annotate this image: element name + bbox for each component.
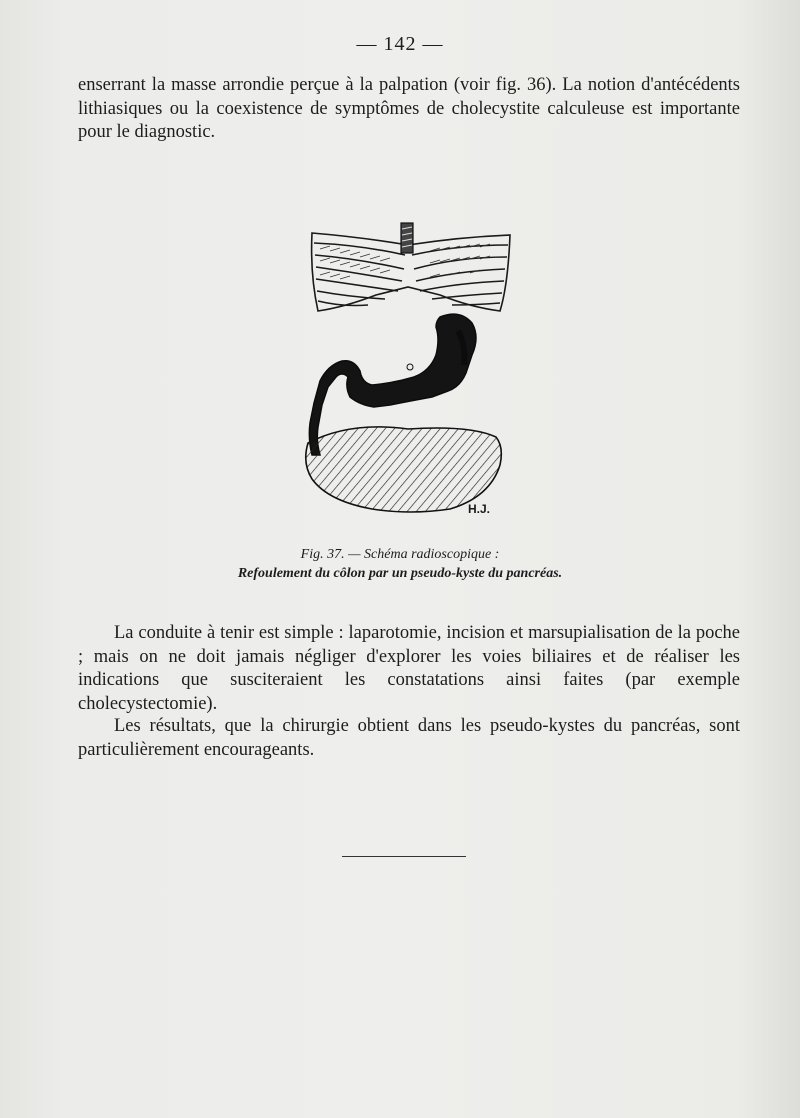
gas-bubble-mark [407, 364, 413, 370]
figure-radioscopic-schema [290, 215, 530, 535]
caption-line-2: Refoulement du côlon par un pseudo-kyste du pancréas. [237, 566, 563, 581]
page-number: — 142 — [356, 33, 444, 55]
paragraph-treatment: La conduite à tenir est simple : laparotomie, incision et marsupialisation de la poche ; mais on ne doit jamais négliger d'explorer les voies biliaires et de réaliser les indications que susciteraient les constatations ainsi faites (par exemple cholecystectomie). [78, 623, 740, 714]
paragraph-results: Les résultats, que la chirurgie obtient dans les pseudo-kystes du pancréas, sont particulièrement encourageants. [78, 716, 740, 760]
section-end-rule [342, 856, 466, 857]
figure-caption [0, 545, 800, 583]
radioscopy-illustration [290, 215, 530, 535]
pseudo-cyst-drawing [306, 427, 502, 512]
paragraph-diagnosis: enserrant la masse arrondie perçue à la palpation (voir fig. 36). La notion d'antécédents lithiasiques ou la coexistence de symptômes de cholecystite calculeuse est importante pour le diagnostic. [78, 75, 740, 142]
illustrator-signature: H.J. [468, 502, 491, 516]
caption-line-1: Fig. 37. — Schéma radioscopique : [300, 547, 500, 562]
